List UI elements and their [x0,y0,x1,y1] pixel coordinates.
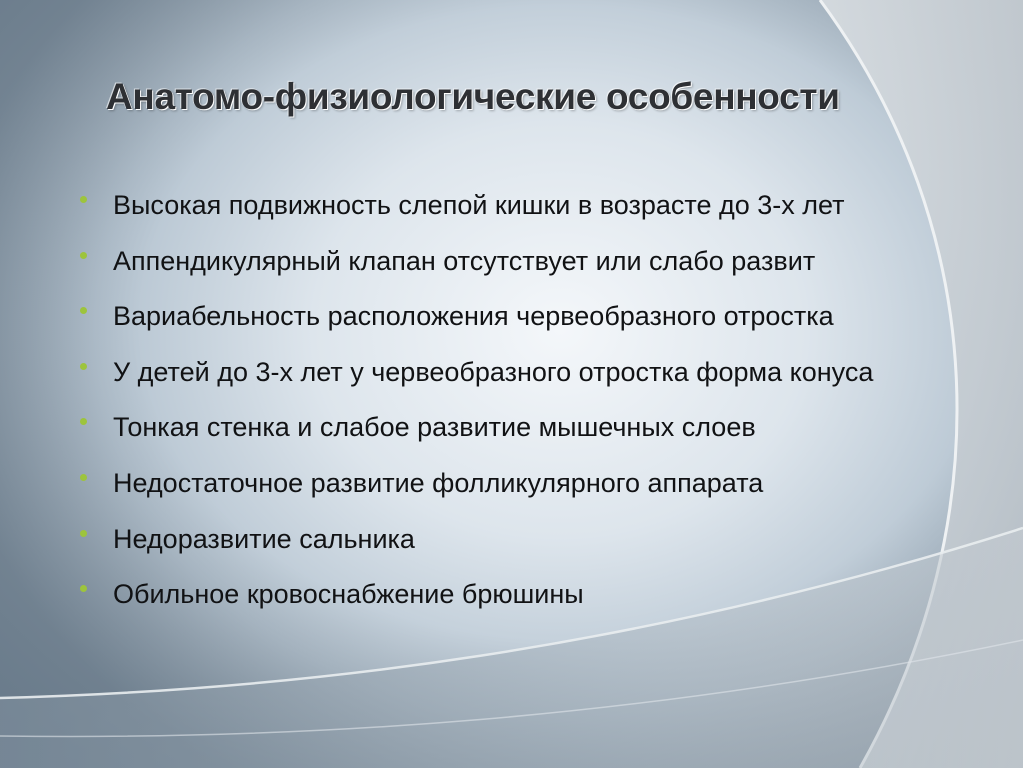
bullet-text: Вариабельность расположения червеобразного отростка [113,301,834,332]
bullet-item [80,182,873,238]
slide-title: Анатомо-физиологические особенности [106,76,840,117]
bullet-item [80,460,873,516]
bullet-text: Обильное кровоснабжение брюшины [113,579,584,610]
bullet-dot-icon [80,530,87,537]
bullet-item [80,238,873,294]
bullet-dot-icon [80,307,87,314]
bullet-text: Недоразвитие сальника [113,523,415,554]
bullet-dot-icon [80,196,87,203]
bullet-dot-icon [80,474,87,481]
bullet-text: Тонкая стенка и слабое развитие мышечных слоев [113,412,756,443]
bullet-text: Аппендикулярный клапан отсутствует или слабо развит [113,245,816,276]
bullet-item [80,516,873,572]
bullet-dot-icon [80,252,87,259]
bullet-text: У детей до 3-х лет у червеобразного отростка форма конуса [113,356,874,387]
bullet-text: Высокая подвижность слепой кишки в возрасте до 3-х лет [113,190,845,220]
bullet-list [80,182,873,627]
bullet-item [80,349,873,405]
bullet-item [80,404,873,460]
bullet-dot-icon [80,418,87,425]
bullet-item [80,571,873,627]
bullet-dot-icon [80,363,87,370]
bullet-text: Недостаточное развитие фолликулярного аппарата [113,467,764,498]
bullet-dot-icon [80,585,87,592]
bullet-item [80,293,873,349]
